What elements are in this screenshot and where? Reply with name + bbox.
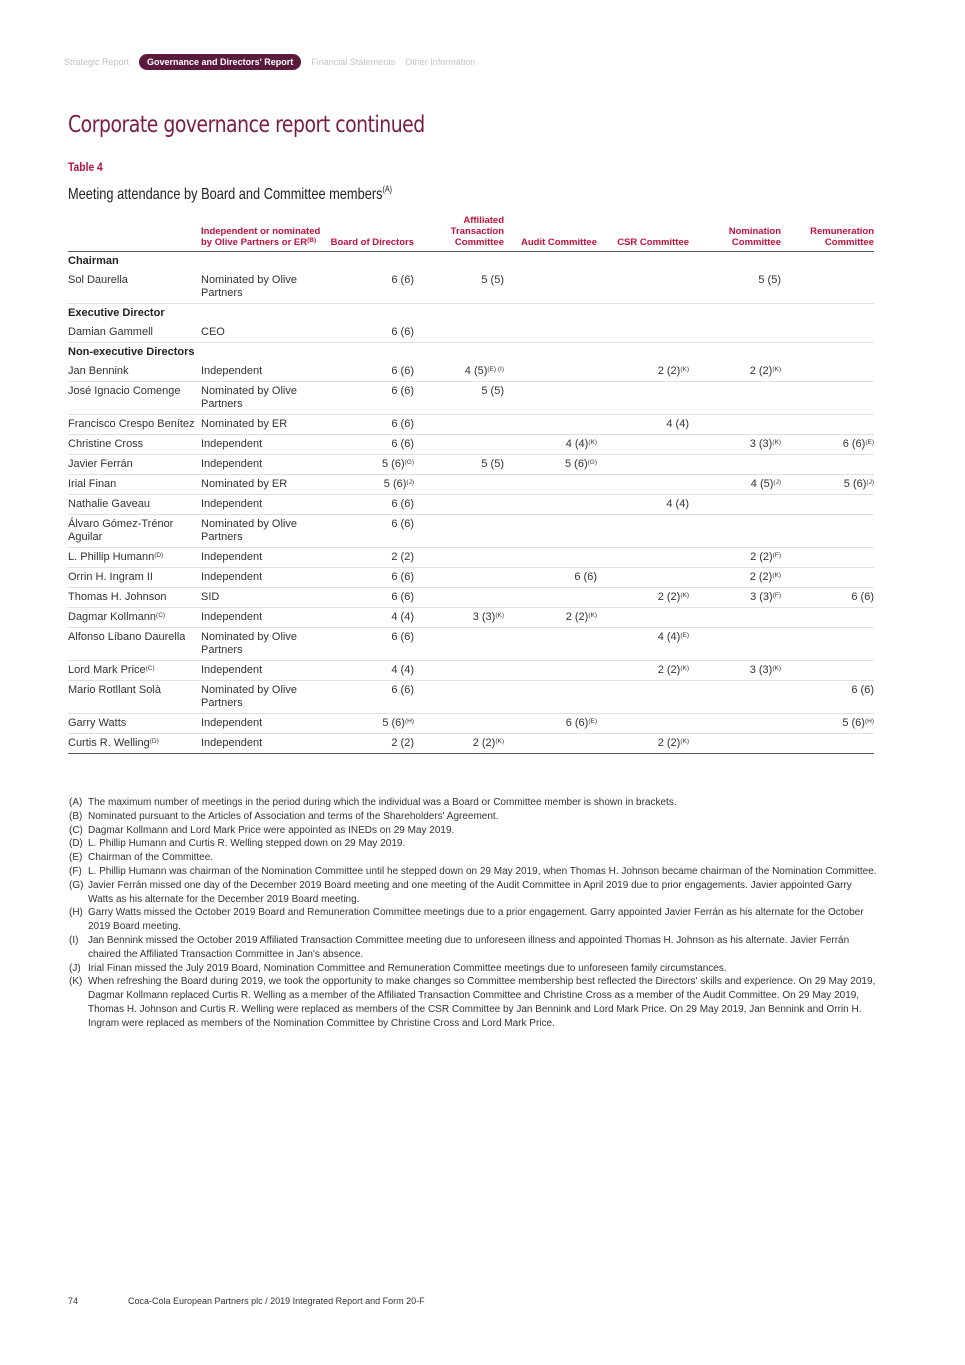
table-row — [68, 714, 874, 734]
attendance-cell: 4 $(4)^{(E)}$ — [597, 628, 689, 661]
attendance-cell: 6 (6) — [504, 568, 597, 588]
attendance-table — [68, 215, 874, 754]
member-type: Independent — [201, 661, 329, 681]
attendance-cell — [689, 415, 781, 435]
attendance-cell: 2 (2) — [329, 734, 414, 754]
attendance-cell — [414, 681, 504, 714]
member-name: Nathalie Gaveau — [68, 495, 201, 515]
attendance-cell: 5 (5) — [689, 271, 781, 304]
attendance-cell: 6 (6) — [329, 435, 414, 455]
member-type: Independent — [201, 455, 329, 475]
table-row — [68, 455, 874, 475]
attendance-cell: 4 (4) — [329, 661, 414, 681]
attendance-cell: 2 $(2)^{(K)}$ — [689, 362, 781, 382]
attendance-cell — [781, 608, 874, 628]
attendance-cell: 2 $(2)^{(F)}$ — [689, 548, 781, 568]
member-name: Damian Gammell — [68, 323, 201, 343]
member-type: Independent — [201, 495, 329, 515]
member-type: Independent — [201, 714, 329, 734]
footnote: (G) Javier Ferrán missed one day of the December 2019 Board meeting and one meeting of the Audit Committee in April 2019 due to prior engagements. Javier appointed Garry Watts as his alternate for the December 2019 Board meeting. — [69, 879, 852, 905]
table-row — [68, 495, 874, 515]
attendance-cell — [781, 548, 874, 568]
attendance-cell: 5 $(6)^{(J)}$ — [329, 475, 414, 495]
attendance-cell: 5 $(6)^{(G)}$ — [504, 455, 597, 475]
table-row — [68, 323, 874, 343]
member-type: Nominated by ER — [201, 475, 329, 495]
attendance-cell — [689, 323, 781, 343]
column-header: Affiliated Transaction Committee — [414, 215, 504, 252]
member-type: Independent — [201, 734, 329, 754]
member-name: Garry Watts — [68, 714, 201, 734]
section-label: Chairman — [68, 255, 119, 267]
member-name: Dagmar Kollmann$^{(C)}$ — [68, 608, 201, 628]
footnote: (B) Nominated pursuant to the Articles of Association and terms of the Shareholders' Agreement. — [69, 810, 499, 822]
table-row — [68, 475, 874, 495]
member-type: Nominated by Olive Partners — [201, 382, 329, 415]
attendance-cell — [414, 568, 504, 588]
attendance-cell — [414, 588, 504, 608]
attendance-cell — [414, 475, 504, 495]
attendance-cell: 5 $(6)^{(J)}$ — [781, 475, 874, 495]
attendance-cell: 5 (5) — [414, 271, 504, 304]
footer-text: Coca-Cola European Partners plc / 2019 Integrated Report and Form 20-F — [128, 1296, 425, 1306]
section-row — [68, 343, 874, 363]
attendance-cell: 6 $(6)^{(E)}$ — [781, 435, 874, 455]
attendance-cell — [597, 548, 689, 568]
table-label: Table 4 — [68, 160, 103, 174]
attendance-cell — [781, 271, 874, 304]
attendance-cell — [504, 681, 597, 714]
table-header-row — [68, 215, 874, 252]
attendance-cell — [689, 714, 781, 734]
attendance-cell: 4 (4) — [329, 608, 414, 628]
nav-item[interactable]: Other Information — [405, 57, 476, 67]
table-row — [68, 628, 874, 661]
attendance-cell: 3 $(3)^{(K)}$ — [689, 661, 781, 681]
attendance-cell: 6 (6) — [329, 588, 414, 608]
attendance-cell — [597, 714, 689, 734]
attendance-cell — [781, 495, 874, 515]
attendance-cell — [781, 323, 874, 343]
attendance-cell: 4 $(5)^{(J)}$ — [689, 475, 781, 495]
member-name: Alfonso Líbano Daurella — [68, 628, 201, 661]
member-type: Independent — [201, 548, 329, 568]
attendance-cell — [414, 714, 504, 734]
member-name: Lord Mark Price$^{(C)}$ — [68, 661, 201, 681]
attendance-cell: 3 $(3)^{(K)}$ — [414, 608, 504, 628]
member-name: Thomas H. Johnson — [68, 588, 201, 608]
attendance-cell: 3 $(3)^{(F)}$ — [689, 588, 781, 608]
footnotes — [69, 796, 879, 1031]
member-name: José Ignacio Comenge — [68, 382, 201, 415]
page-footer — [68, 1296, 425, 1306]
member-type: Independent — [201, 608, 329, 628]
member-type: Nominated by Olive Partners — [201, 628, 329, 661]
attendance-cell — [414, 661, 504, 681]
attendance-cell: 5 (5) — [414, 455, 504, 475]
attendance-cell — [781, 661, 874, 681]
column-header: Audit Committee — [504, 215, 597, 252]
column-header — [68, 215, 201, 252]
footnote: (E) Chairman of the Committee. — [69, 852, 214, 864]
attendance-cell — [504, 382, 597, 415]
attendance-cell: 6 (6) — [329, 515, 414, 548]
member-name: Jan Bennink — [68, 362, 201, 382]
attendance-cell — [504, 515, 597, 548]
table-row — [68, 362, 874, 382]
table-title: Meeting attendance by Board and Committee members$^{(A)}$ — [68, 184, 393, 203]
member-name: Mario Rotllant Solà — [68, 681, 201, 714]
section-nav — [64, 54, 485, 70]
table-row — [68, 734, 874, 754]
attendance-cell: 6 (6) — [329, 628, 414, 661]
attendance-cell — [597, 271, 689, 304]
attendance-cell: 4 (4) — [597, 495, 689, 515]
attendance-cell: 6 (6) — [329, 362, 414, 382]
attendance-cell — [414, 415, 504, 435]
attendance-cell — [504, 271, 597, 304]
attendance-cell — [689, 495, 781, 515]
nav-item[interactable]: Strategic Report — [64, 57, 130, 67]
attendance-cell — [504, 495, 597, 515]
attendance-cell — [781, 568, 874, 588]
attendance-cell — [414, 548, 504, 568]
attendance-cell: 3 $(3)^{(K)}$ — [689, 435, 781, 455]
table-row — [68, 515, 874, 548]
attendance-cell — [504, 628, 597, 661]
section-label: Non-executive Directors — [68, 346, 195, 358]
attendance-cell — [414, 628, 504, 661]
footnote: (A) The maximum number of meetings in the period during which the individual was a Board or Committee member is shown in brackets. — [69, 797, 677, 808]
attendance-cell — [689, 608, 781, 628]
footnote: (I) Jan Bennink missed the October 2019 Affiliated Transaction Committee meeting due to unforeseen illness and appointed Thomas H. Johnson as his alternate. Javier Ferrán chaired the Affiliated Transaction Committee in Jan's absence. — [69, 934, 850, 960]
attendance-cell — [597, 608, 689, 628]
attendance-cell: 6 (6) — [329, 323, 414, 343]
member-type: Independent — [201, 362, 329, 382]
attendance-cell: 4 $(4)^{(K)}$ — [504, 435, 597, 455]
footnote: (H) Garry Watts missed the October 2019 Board and Remuneration Committee meetings due to a prior engagement. Garry appointed Javier Ferrán as his alternate for the October 2019 Board meeting. — [69, 907, 864, 933]
attendance-cell — [597, 568, 689, 588]
member-name: Curtis R. Welling$^{(D)}$ — [68, 734, 201, 754]
attendance-cell — [689, 515, 781, 548]
nav-item[interactable]: Financial Statements — [311, 57, 396, 67]
attendance-cell — [414, 435, 504, 455]
member-type: Nominated by Olive Partners — [201, 515, 329, 548]
attendance-cell: 5 $(6)^{(H)}$ — [781, 714, 874, 734]
member-name: Sol Daurella — [68, 271, 201, 304]
member-type: Independent — [201, 568, 329, 588]
attendance-cell: 5 $(6)^{(H)}$ — [329, 714, 414, 734]
table-row — [68, 271, 874, 304]
table-row — [68, 415, 874, 435]
attendance-cell: 4 $(5)^{(E) (I)}$ — [414, 362, 504, 382]
table-row — [68, 661, 874, 681]
column-header: Independent or nominated by Olive Partners or $ER^{(B)}$ — [201, 215, 329, 252]
attendance-cell — [414, 515, 504, 548]
attendance-cell: 5 (5) — [414, 382, 504, 415]
member-name: Orrin H. Ingram II — [68, 568, 201, 588]
attendance-cell: 6 (6) — [781, 681, 874, 714]
footnote: (F) L. Phillip Humann was chairman of the Nomination Committee until he stepped down on 29 May 2019, when Thomas H. Johnson became chairman of the Nomination Committee. — [69, 865, 877, 877]
attendance-cell — [504, 362, 597, 382]
attendance-cell — [504, 475, 597, 495]
column-header: Nomination Committee — [689, 215, 781, 252]
attendance-cell — [597, 323, 689, 343]
table-row — [68, 681, 874, 714]
member-type: Nominated by Olive Partners — [201, 681, 329, 714]
attendance-cell — [504, 588, 597, 608]
attendance-cell — [414, 323, 504, 343]
attendance-cell — [597, 382, 689, 415]
attendance-cell: 2 $(2)^{(K)}$ — [597, 362, 689, 382]
attendance-cell — [781, 382, 874, 415]
attendance-cell — [689, 455, 781, 475]
section-label: Executive Director — [68, 307, 165, 319]
member-name: Christine Cross — [68, 435, 201, 455]
attendance-cell — [781, 515, 874, 548]
table-row — [68, 568, 874, 588]
attendance-cell: 4 (4) — [597, 415, 689, 435]
attendance-cell: 2 (2) — [329, 548, 414, 568]
attendance-cell: 2 $(2)^{(K)}$ — [597, 588, 689, 608]
section-row — [68, 252, 874, 272]
footnote: (D) L. Phillip Humann and Curtis R. Welling stepped down on 29 May 2019. — [69, 838, 406, 850]
table-row — [68, 548, 874, 568]
attendance-cell — [781, 415, 874, 435]
attendance-cell — [597, 475, 689, 495]
member-type: Nominated by ER — [201, 415, 329, 435]
table-row — [68, 608, 874, 628]
attendance-cell — [597, 435, 689, 455]
attendance-cell: 6 (6) — [329, 495, 414, 515]
attendance-cell: 6 (6) — [781, 588, 874, 608]
table-row — [68, 588, 874, 608]
attendance-cell — [689, 628, 781, 661]
attendance-cell: 6 $(6)^{(E)}$ — [504, 714, 597, 734]
member-name: Javier Ferrán — [68, 455, 201, 475]
attendance-cell — [689, 382, 781, 415]
attendance-cell — [597, 455, 689, 475]
attendance-cell — [504, 548, 597, 568]
attendance-cell: 2 $(2)^{(K)}$ — [597, 661, 689, 681]
attendance-cell — [504, 661, 597, 681]
member-type: CEO — [201, 323, 329, 343]
footnote: (C) Dagmar Kollmann and Lord Mark Price were appointed as INEDs on 29 May 2019. — [69, 824, 455, 836]
attendance-cell — [781, 628, 874, 661]
member-type: SID — [201, 588, 329, 608]
footnote: (J) Irial Finan missed the July 2019 Board, Nomination Committee and Remuneration Committee meetings due to unforeseen family circumstances. — [69, 962, 727, 974]
column-header: CSR Committee — [597, 215, 689, 252]
attendance-cell — [504, 323, 597, 343]
attendance-cell: 2 $(2)^{(K)}$ — [689, 568, 781, 588]
attendance-cell — [781, 734, 874, 754]
column-header: Board of Directors — [329, 215, 414, 252]
attendance-cell: 6 (6) — [329, 271, 414, 304]
attendance-cell: 2 $(2)^{(K)}$ — [414, 734, 504, 754]
table-row — [68, 435, 874, 455]
attendance-cell — [597, 681, 689, 714]
attendance-cell — [504, 415, 597, 435]
attendance-cell: 6 (6) — [329, 568, 414, 588]
attendance-cell: 2 $(2)^{(K)}$ — [504, 608, 597, 628]
attendance-cell — [781, 362, 874, 382]
nav-item[interactable]: Governance and Directors' Report — [139, 54, 301, 70]
member-type: Nominated by Olive Partners — [201, 271, 329, 304]
footnote: (K) When refreshing the Board during 2019, we took the opportunity to make changes so Committee membership best reflected the Directors' skills and experience. On 29 May 2019, Dagmar Kollmann replaced Curtis R. Welling as a member of the Affiliated Transaction Committee and Christine Cross as a member of the Audit Committee. On 29 May 2019, Thomas H. Johnson and Curtis R. Welling were replaced as members of the CSR Committee by Jan Bennink and Lord Mark Price. On 29 May 2019, Jan Bennink and Orrin H. Ingram were replaced as members of the Nomination Committee by Christine Cross and Lord Mark Price. — [69, 976, 876, 1029]
table-row — [68, 382, 874, 415]
member-name: Francisco Crespo Benítez — [68, 415, 201, 435]
section-row — [68, 304, 874, 324]
column-header: Remuneration Committee — [781, 215, 874, 252]
member-name: L. Phillip Humann$^{(D)}$ — [68, 548, 201, 568]
member-name: Irial Finan — [68, 475, 201, 495]
attendance-cell: 6 (6) — [329, 415, 414, 435]
attendance-cell — [689, 734, 781, 754]
attendance-cell — [689, 681, 781, 714]
member-name: Álvaro Gómez-Trénor Aguilar — [68, 515, 201, 548]
page-number: 74 — [68, 1296, 79, 1306]
attendance-cell: 6 (6) — [329, 681, 414, 714]
page-title: Corporate governance report continued — [68, 112, 425, 138]
attendance-cell — [414, 495, 504, 515]
attendance-cell: 5 $(6)^{(G)}$ — [329, 455, 414, 475]
attendance-cell: 6 (6) — [329, 382, 414, 415]
attendance-cell — [504, 734, 597, 754]
attendance-cell: 2 $(2)^{(K)}$ — [597, 734, 689, 754]
attendance-cell — [597, 515, 689, 548]
member-type: Independent — [201, 435, 329, 455]
attendance-cell — [781, 455, 874, 475]
